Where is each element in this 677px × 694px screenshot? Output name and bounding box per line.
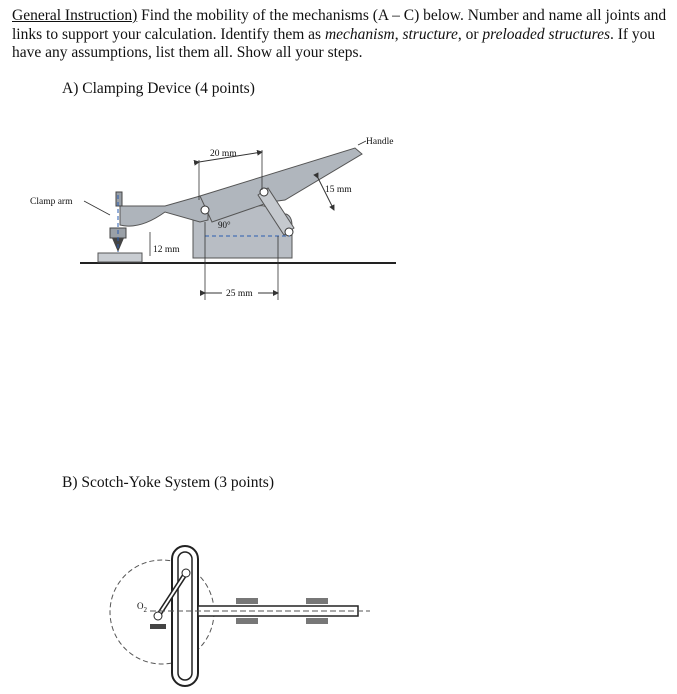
guide-1-bottom xyxy=(236,618,258,624)
guide-2-bottom xyxy=(306,618,328,624)
term-mechanism: mechanism xyxy=(324,25,395,43)
pivot-label-o: O xyxy=(137,601,144,611)
instruction-text-1: Find the mobility of the mechanisms (A – C) below. Number and name all joints and links to support your calculation. Identify them as xyxy=(12,7,667,43)
separator-2: , or xyxy=(457,25,483,43)
section-b-heading: B) Scotch-Yoke System (3 points) xyxy=(62,474,274,491)
clamp-arm-label: Clamp arm xyxy=(30,197,73,207)
guide-1-top xyxy=(236,598,258,604)
term-preloaded-structures: preloaded structures xyxy=(482,25,610,43)
angle-label: 90° xyxy=(218,220,231,230)
term-structure: structure xyxy=(402,25,458,43)
pivot-label-sub: 2 xyxy=(143,606,147,614)
handle-label: Handle xyxy=(366,137,394,147)
dim-25-label: 25 mm xyxy=(226,289,253,299)
pivot-label xyxy=(137,601,148,614)
crank-pin xyxy=(182,569,190,577)
instruction-text-2: . If you have any assumptions, list them all. Show all your steps. xyxy=(12,25,656,61)
separator-1: , xyxy=(394,25,403,43)
crank-pivot xyxy=(154,612,162,620)
dim-15-label: 15 mm xyxy=(325,185,352,195)
yoke-outer xyxy=(172,546,198,686)
guide-2-top xyxy=(306,598,328,604)
dim-12-label: 12 mm xyxy=(153,245,180,255)
section-a-heading: A) Clamping Device (4 points) xyxy=(62,80,255,97)
pivot-ground xyxy=(150,624,166,629)
instruction-label: General Instruction) xyxy=(12,7,138,24)
dim-20-label: 20 mm xyxy=(210,149,237,159)
